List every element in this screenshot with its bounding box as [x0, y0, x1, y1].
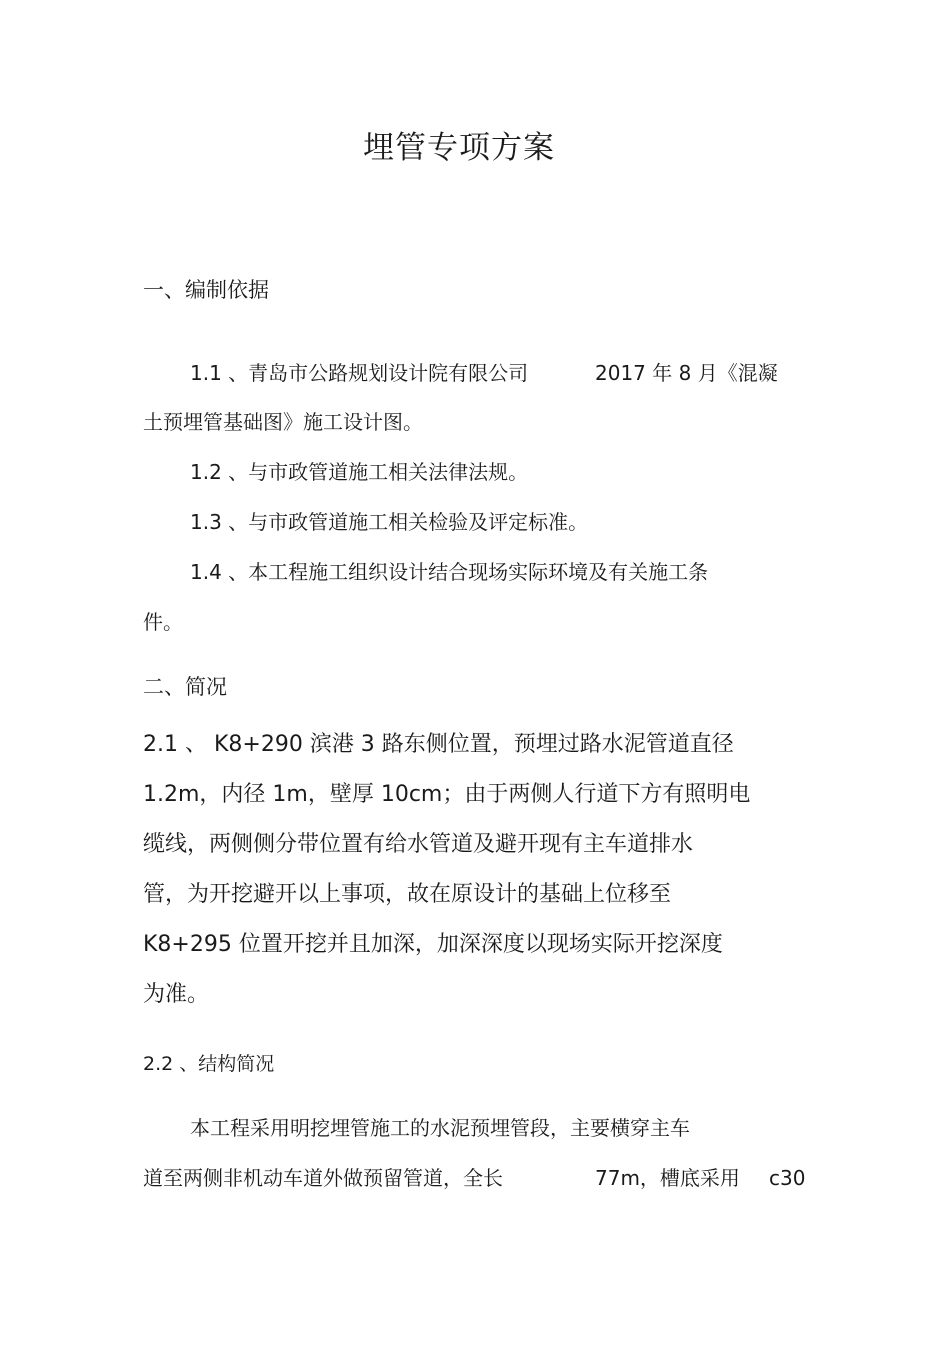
item-1-1-line2: 土预埋管基础图》施工设计图。: [143, 410, 423, 434]
para-2-2-line2-grade: c30: [769, 1166, 806, 1190]
item-1-1-date: 2017 年 8 月《混凝: [595, 361, 778, 385]
para-2-1-line6: 为准。: [143, 982, 210, 1007]
item-1-1-text: 1.1 、青岛市公路规划设计院有限公司: [190, 361, 529, 385]
para-2-2-line1: 本工程采用明挖埋管施工的水泥预埋管段，主要横穿主车: [190, 1116, 690, 1140]
item-1-2: 1.2 、与市政管道施工相关法律法规。: [190, 460, 529, 484]
para-2-1-line5: K8+295 位置开挖并且加深，加深深度以现场实际开挖深度: [143, 932, 723, 957]
section-heading-overview: 二、简况: [143, 675, 227, 699]
page-title: 埋管专项方案: [363, 130, 555, 166]
para-2-2-line2-text: 道至两侧非机动车道外做预留管道，全长: [143, 1166, 503, 1190]
para-2-1-line3: 缆线，两侧侧分带位置有给水管道及避开现有主车道排水: [143, 832, 694, 857]
section-heading-basis: 一、编制依据: [143, 278, 269, 302]
para-2-1-line2: 1.2m，内径 1m，壁厚 10cm；由于两侧人行道下方有照明电: [143, 782, 751, 807]
subsection-heading-structure: 2.2 、结构简况: [143, 1053, 275, 1075]
para-2-2-line2-length: 77m，槽底采用: [595, 1166, 740, 1190]
item-1-1-line1: [190, 363, 810, 387]
item-1-3: 1.3 、与市政管道施工相关检验及评定标准。: [190, 510, 589, 534]
item-1-4-line1: 1.4 、本工程施工组织设计结合现场实际环境及有关施工条: [190, 560, 709, 584]
para-2-2-line2: [143, 1168, 813, 1192]
item-1-4-line2: 件。: [143, 610, 183, 634]
para-2-1-line4: 管，为开挖避开以上事项，故在原设计的基础上位移至: [143, 882, 672, 907]
para-2-1-line1: 2.1 、 K8+290 滨港 3 路东侧位置，预埋过路水泥管道直径: [143, 732, 734, 757]
